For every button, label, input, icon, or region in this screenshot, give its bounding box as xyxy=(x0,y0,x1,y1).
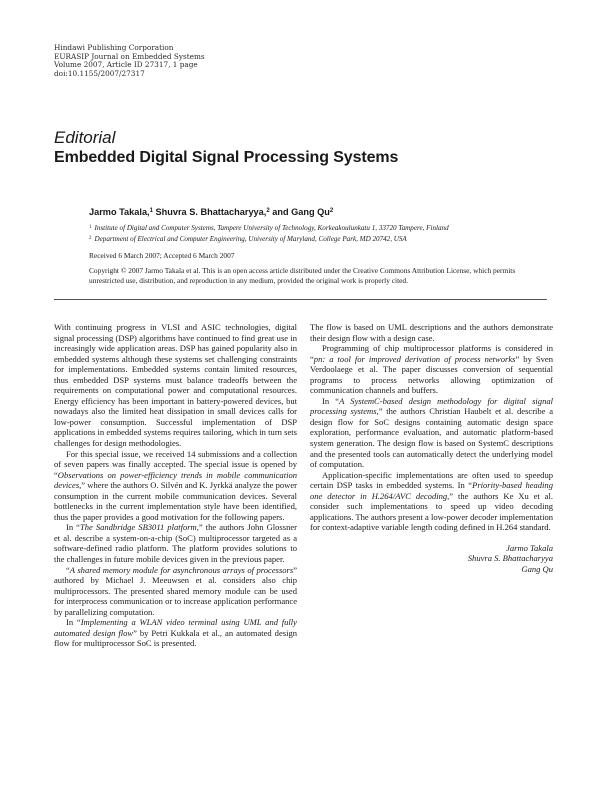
article-title: Embedded Digital Signal Processing Systems xyxy=(54,149,399,166)
author-list xyxy=(89,207,333,217)
paragraph: The flow is based on UML descriptions and the authors demonstrate their design flow with a design case. xyxy=(310,322,553,343)
author-name: Shuvra S. Bhattacharyya, xyxy=(155,207,267,217)
publisher-line: Hindawi Publishing Corporation xyxy=(54,43,174,52)
signature-name: Jarmo Takala xyxy=(506,542,553,553)
affiliation-1 xyxy=(89,224,449,232)
author-name: and Gang Qu xyxy=(272,207,330,217)
paragraph: With continuing progress in VLSI and ASIC technologies, digital signal processing (DSP) algorithms have continued to find great use in increasingly wide application areas. DSP has gained popularity also in embedded systems although these systems set challenging constraints for implementations. Embedded systems contain limited resources, thus embedded DSP systems must balance tradeoffs between the requirements on computational power and computational resources. Energy efficiency has been important in battery-powered devices, but nowadays also the limited heat dissipation in small devices calls for low-power consumption. Successful implementation of DSP applications in embedded systems requires tailoring, which in turn sets challenges for design methodologies. xyxy=(54,322,297,449)
affiliation-number: 2 xyxy=(89,236,92,241)
doi-line[interactable]: doi:10.1155/2007/27317 xyxy=(54,68,145,78)
affiliation-text: Department of Electrical and Computer Engineering, University of Maryland, College Park, MD 20742, USA xyxy=(94,235,407,243)
received-accepted-dates: Received 6 March 2007; Accepted 6 March 2007 xyxy=(89,251,235,260)
journal-header xyxy=(54,44,205,78)
paragraph: For this special issue, we received 14 submissions and a collection of seven papers was finally accepted. The special issue is opened by “Observations on power-efficiency trends in mobile communication devices,” where the authors O. Silvén and K. Jyrkkä analyze the power consumption in the current mobile communication devices. Several bottlenecks in the current implementation style have been identified, thus the paper provides a good motivation for the following papers. xyxy=(54,448,297,522)
paper-title-citation: pn: a tool for improved derivation of process networks xyxy=(313,353,516,364)
signature-name: Shuvra S. Bhattacharyya xyxy=(467,553,553,564)
affiliation-2 xyxy=(89,235,407,243)
author-affiliation-mark: 2 xyxy=(266,208,270,214)
body-column-left xyxy=(54,322,297,649)
paragraph: In “The Sandbridge SB3011 platform,” the authors John Glossner et al. describe a system-on-a-chip (SoC) multiprocessor targeted as a software-defined radio platform. The platform provides solutions to the challenges in future mobile devices given in the previous paper. xyxy=(54,522,297,565)
journal-name-line: EURASIP Journal on Embedded Systems xyxy=(54,51,205,61)
paragraph: Programming of chip multiprocessor platforms is considered in “pn: a tool for improved derivation of process networks” by Sven Verdoolaege et al. The paper discusses conversion of sequential programs to process networks allowing optimization of communication channels and buffers. xyxy=(310,343,553,396)
signature-name: Gang Qu xyxy=(521,564,553,575)
paper-title-citation: A SystemC-based design methodology for digital signal processing systems, xyxy=(310,395,553,417)
copyright-notice: Copyright © 2007 Jarmo Takala et al. This is an open access article distributed under the Creative Commons Attribution License, which permits unrestricted use, distribution, and reproduction in any medium, provided the original work is properly cited. xyxy=(89,266,516,286)
author-affiliation-mark: 1 xyxy=(149,208,153,214)
body-column-right xyxy=(310,322,553,575)
volume-line: Volume 2007, Article ID 27317, 1 page xyxy=(54,60,198,70)
paper-title-citation: A shared memory module for asynchronous arrays of processors xyxy=(69,564,294,575)
affiliation-text: Institute of Digital and Computer Systems, Tampere University of Technology, Korkeakoulunkatu 1, 33720 Tampere, Finland xyxy=(94,224,449,232)
section-label: Editorial xyxy=(54,128,116,147)
paragraph: In “A SystemC-based design methodology for digital signal processing systems,” the authors Christian Haubelt et al. describe a design flow for SoC designs containing automatic design space exploration, performance evaluation, and automatic platform-based system generation. The design flow is based on SystemC descriptions and the presented tools can automatically detect the underlying model of computation. xyxy=(310,395,553,470)
paper-title-citation: Priority-based heading one detector in H.264/AVC decoding, xyxy=(310,480,553,501)
paper-title-citation: Implementing a WLAN video terminal using UML and fully automated design flow xyxy=(54,617,297,638)
author-name: Jarmo Takala, xyxy=(89,207,150,217)
author-affiliation-mark: 2 xyxy=(329,208,334,214)
paragraph: Application-specific implementations are often used to speedup certain DSP tasks in embedded systems. In “Priority-based heading one detector in H.264/AVC decoding,” the authors Ke Xu et al. consider such implementations to speed up video decoding applications. The authors present a low-power decoder implementation for context-adaptive variable length coding defined in H.264 standard. xyxy=(310,469,553,533)
paragraph: In “Implementing a WLAN video terminal using UML and fully automated design flow” by Petri Kukkala et al., an automated design flow for multiprocessor SoC is presented. xyxy=(54,617,297,649)
paper-title-citation: The Sandbridge SB3011 platform, xyxy=(79,522,199,533)
paragraph: “A shared memory module for asynchronous arrays of processors” authored by Michael J. Meeuwsen et al. considers also chip multiprocessors. The presented shared memory module can be used for interprocess communication or to increase application performance by parallelizing computation. xyxy=(54,564,297,617)
paper-title-citation: Observations on power-efficiency trends in mobile communication devices, xyxy=(54,469,297,491)
affiliation-number: 1 xyxy=(89,225,92,230)
header-divider xyxy=(54,299,547,300)
